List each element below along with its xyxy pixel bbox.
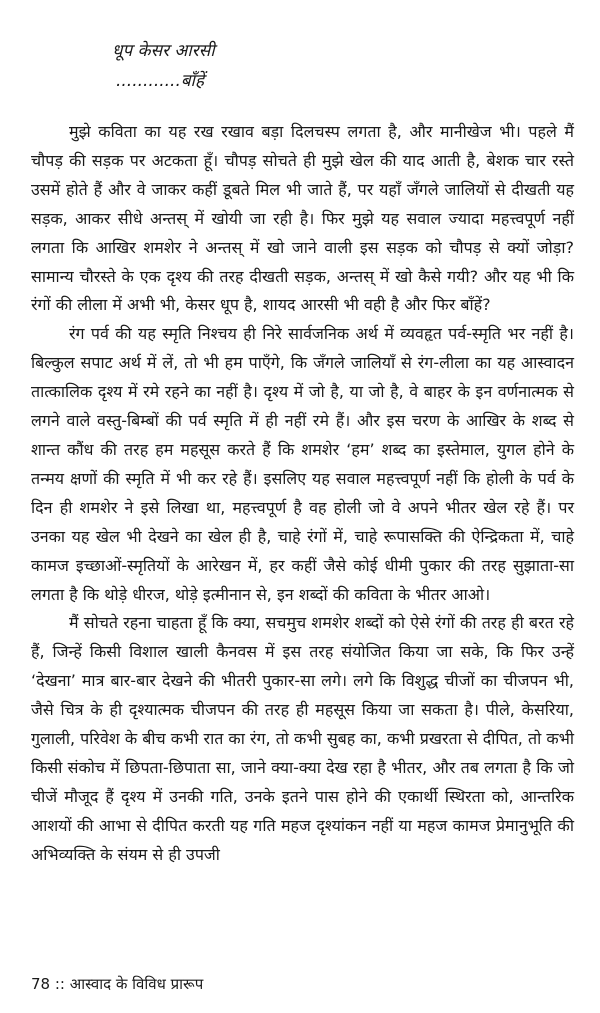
page-footer: [31, 972, 203, 996]
paragraph-3: मैं सोचते रहना चाहता हूँ कि क्या, सचमुच शमशेर शब्दों को ऐसे रंगों की तरह ही बरत रहे हैं, जिन्हें किसी विशाल खाली कैनवस में इस तरह संयोजित किया जा सके, कि फिर उन्हें ‘देखना’ मात्र बार-बार देखने की भीतरी पुकार-सा लगे। लगे कि विशुद्ध चीजों का चीजपन भी, जैसे चित्र के ही दृश्यात्मक चीजपन की तरह ही महसूस किया जा सकता है। पीले, केसरिया, गुलाली, परिवेश के बीच कभी रात का रंग, तो कभी सुबह का, कभी प्रखरता से दीपित, तो कभी किसी संकोच में छिपता-छिपाता सा, जाने क्या-क्या देख रहा है भीतर, और तब लगता है कि जो चीजें मौजूद हैं दृश्य में उनकी गति, उनके इतने पास होने की एकार्थी स्थिरता को, आन्तरिक आशयों की आभा से दीपित करती यह गति महज दृश्यांकन नहीं या महज कामज प्रेमानुभूति की अभिव्यक्ति के संयम से ही उपजी: [31, 613, 574, 864]
paragraph-1: मुझे कविता का यह रख रखाव बड़ा दिलचस्प लगता है, और मानीखेज भी। पहले मैं चौपड़ की सड़क पर अटकता हूँ। चौपड़ सोचते ही मुझे खेल की याद आती है, बेशक चार रस्ते उसमें होते हैं और वे जाकर कहीं डूबते मिल भी जाते हैं, पर यहाँ जँगले जालियों से दीखती यह सड़क, आकर सीधे अन्तस् में खोयी जा रही है। फिर मुझे यह सवाल ज्यादा महत्त्वपूर्ण नहीं लगता कि आखिर शमशेर ने अन्तस् में खो जाने वाली इस सड़क को चौपड़ से क्यों जोड़ा? सामान्य चौरस्ते के एक दृश्य की तरह दीखती सड़क, अन्तस् में खो कैसे गयी? और यह भी कि रंगों की लीला में अभी भी, केसर धूप है, शायद आरसी भी वही है और फिर बाँहें?: [31, 122, 574, 315]
body-text: [31, 118, 574, 870]
page-number: 78: [31, 975, 51, 993]
paragraph-2: रंग पर्व की यह स्मृति निश्चय ही निरे सार्वजनिक अर्थ में व्यवहृत पर्व-स्मृति भर नहीं है। बिल्कुल सपाट अर्थ में लें, तो भी हम पाएँगे, कि जँगले जालियाँ से रंग-लीला का यह आस्वादन तात्कालिक दृश्य में रमे रहने का नहीं है। दृश्य में जो है, या जो है, वे बाहर के इन वर्णनात्मक से लगने वाले वस्तु-बिम्बों की पर्व स्मृति में ही नहीं रमे हैं। और इस चरण के आखिर के शब्द से शान्त कौंध की तरह हम महसूस करते हैं कि शमशेर ‘हम’ शब्द का इस्तेमाल, युगल होने के तन्मय क्षणों की स्मृति में भी कर रहे हैं। इसलिए यह सवाल महत्त्वपूर्ण नहीं कि होली के पर्व के दिन ही शमशेर ने इसे लिखा था, महत्त्वपूर्ण है वह होली जो वे अपने भीतर खेल रहे हैं। पर उनका यह खेल भी देखने का खेल ही है, चाहे रंगों में, चाहे रूपासक्ति की ऐन्द्रिकता में, चाहे कामज इच्छाओं-स्मृतियों के आरेखन में, हर कहीं जैसे कोई धीमी पुकार की तरह सुझाता-सा लगता है कि थोड़े धीरज, थोड़े इत्मीनान से, इन शब्दों की कविता के भीतर आओ।: [31, 324, 574, 604]
verse-quote: [112, 36, 215, 96]
verse-line-2: ............बाँहें: [116, 71, 204, 91]
verse-line-1: धूप केसर आरसी: [112, 41, 215, 61]
footer-separator: ::: [54, 975, 65, 993]
running-title: आस्वाद के विविध प्रारूप: [69, 975, 204, 993]
